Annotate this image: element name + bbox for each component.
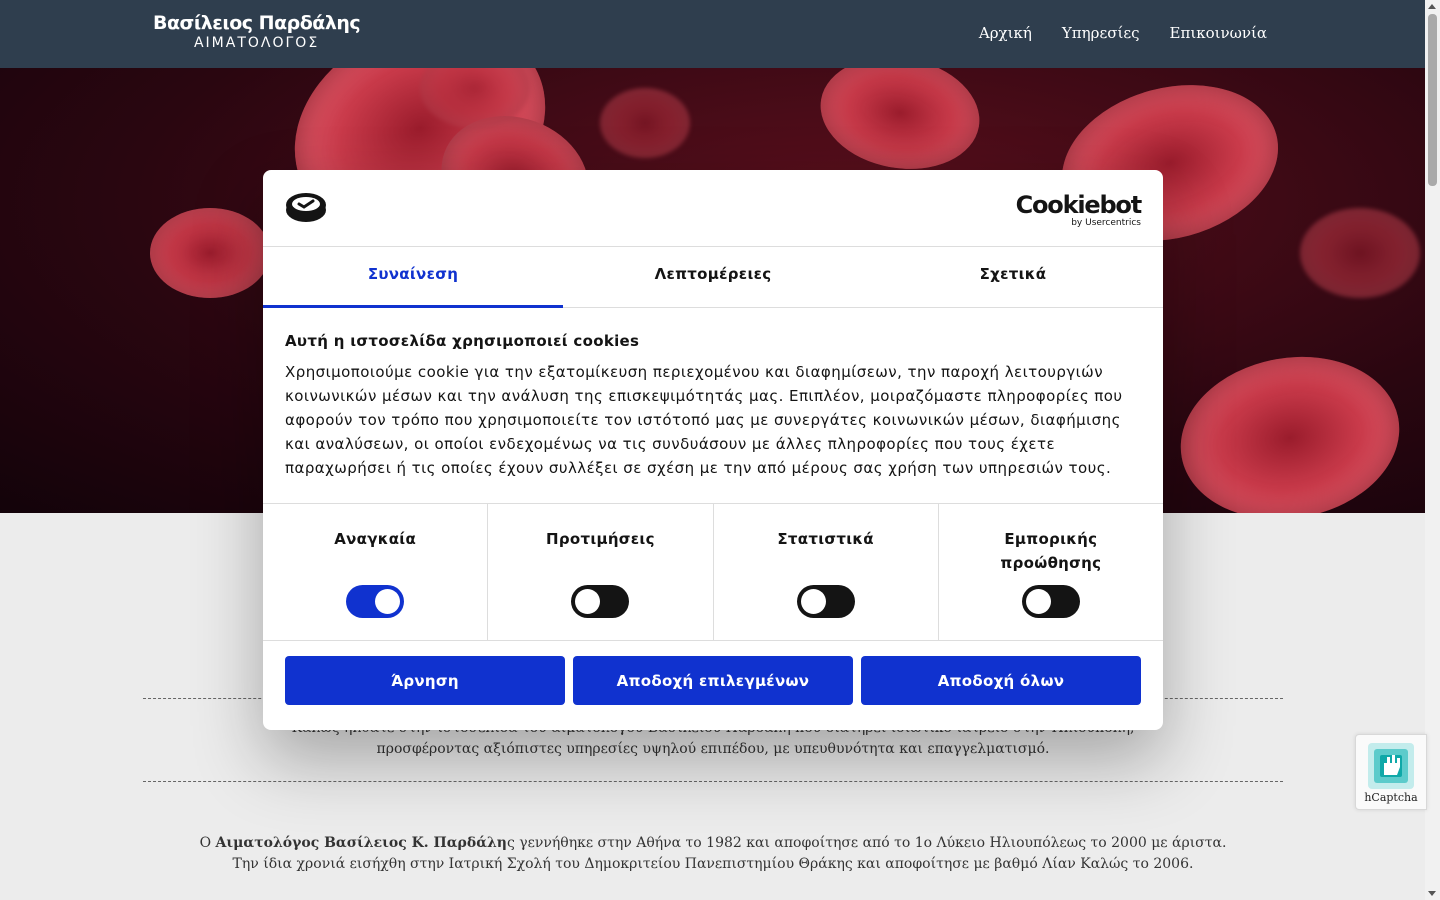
- nav-item-contact[interactable]: Επικοινωνία: [1169, 24, 1267, 42]
- bio-doctor-name: Αιματολόγος Βασίλειος Κ. Παρδάλη: [215, 835, 507, 851]
- welcome-line-2: προσφέροντας αξιόπιστες υπηρεσίες υψηλού επιπέδου, με υπευθυνότητα και επαγγελματισμό.: [376, 741, 1050, 757]
- blood-cell-graphic: [1168, 340, 1412, 513]
- consent-label: Προτιμήσεις: [545, 530, 655, 548]
- tab-about[interactable]: Σχετικά: [979, 265, 1047, 283]
- toggle-knob: [1026, 589, 1051, 614]
- nav-item-home[interactable]: Αρχική: [978, 24, 1032, 42]
- blood-cell-graphic: [812, 68, 989, 181]
- consent-categories: [263, 504, 1163, 641]
- toggle-knob: [801, 589, 826, 614]
- scroll-down-arrow-icon[interactable]: [1428, 891, 1436, 896]
- cookiebot-logo[interactable]: [1016, 192, 1141, 228]
- dialog-header: [263, 170, 1163, 247]
- brand-logo[interactable]: [153, 11, 360, 51]
- bio-prefix: Ο: [199, 835, 216, 851]
- cookie-logo-icon: [285, 192, 327, 224]
- bio-text: [143, 833, 1283, 875]
- preferences-toggle[interactable]: [571, 585, 629, 618]
- cookiebot-byline: by Usercentrics: [1071, 218, 1141, 228]
- toggle-knob: [575, 589, 600, 614]
- bio-line-1: [143, 833, 1283, 854]
- site-header: [0, 0, 1425, 68]
- deny-button[interactable]: Άρνηση: [285, 656, 565, 705]
- brand-name: Βασίλειος Παρδάλης: [153, 12, 361, 34]
- consent-preferences: [488, 504, 713, 640]
- bio-line-2: Την ίδια χρονιά εισήχθη στην Ιατρική Σχολή του Δημοκριτείου Πανεπιστημίου Θράκης και αποφοίτησε με βαθμό Λίαν Καλώς το 2006.: [232, 856, 1194, 872]
- dialog-tabs: [263, 247, 1163, 308]
- blood-cell-graphic: [150, 208, 270, 298]
- dialog-body: [263, 308, 1163, 504]
- cookiebot-wordmark: Cookiebot: [1015, 191, 1141, 219]
- scroll-up-arrow-icon[interactable]: [1428, 4, 1436, 9]
- bio-line-1-rest: ς γεννήθηκε στην Αθήνα το 1982 και αποφοίτησε από το 1ο Λύκειο Ηλιουπόλεως το 2000 με άριστα.: [506, 835, 1227, 851]
- marketing-toggle[interactable]: [1022, 585, 1080, 618]
- blood-cell-graphic: [1300, 208, 1420, 298]
- dialog-title: Αυτή η ιστοσελίδα χρησιμοποιεί cookies: [285, 332, 640, 350]
- toggle-knob: [375, 589, 400, 614]
- necessary-toggle[interactable]: [346, 585, 404, 618]
- brand-subtitle: ΑΙΜΑΤΟΛΟΓΟΣ: [193, 35, 320, 51]
- scroll-thumb[interactable]: [1428, 14, 1437, 186]
- hcaptcha-logo-icon: [1366, 741, 1416, 791]
- nav-item-services[interactable]: Υπηρεσίες: [1061, 24, 1140, 42]
- accept-selected-button[interactable]: Αποδοχή επιλεγμένων: [573, 656, 853, 705]
- dialog-buttons: [263, 641, 1163, 705]
- consent-statistics: [714, 504, 939, 640]
- consent-label: Αναγκαία: [334, 530, 417, 548]
- blood-cell-graphic: [600, 88, 690, 158]
- consent-marketing: [939, 504, 1163, 640]
- consent-label: Εμπορικής προώθησης: [1000, 530, 1102, 572]
- dialog-description: Χρησιμοποιούμε cookie για την εξατομίκευση περιεχομένου και διαφημίσεων, την παροχή λειτουργιών κοινωνικών μέσων και την ανάλυση της επισκεψιμότητάς μας. Επιπλέον, μοιραζόμαστε πληροφορίες που αφορούν τον τρόπο που χρησιμοποιείτε τον ιστότοπό μας με συνεργάτες κοινωνικών μέσων, διαφήμισης και αναλύσεων, οι οποίοι ενδεχομένως να τις συνδυάσουν με άλλες πληροφορίες που τους έχετε παραχωρήσει ή τις οποίες έχουν συλλέξει σε σχέση με την από μέρους σας χρήση των υπηρεσιών τους.: [285, 363, 1123, 477]
- main-nav: [979, 24, 1267, 42]
- consent-necessary: [263, 504, 488, 640]
- hcaptcha-badge[interactable]: [1355, 734, 1427, 810]
- page-scrollbar[interactable]: [1425, 0, 1440, 900]
- hcaptcha-label: hCaptcha: [1364, 791, 1418, 804]
- divider: [143, 781, 1283, 782]
- tab-consent[interactable]: Συναίνεση: [263, 247, 563, 307]
- cookie-consent-dialog: [263, 170, 1163, 730]
- tab-details[interactable]: Λεπτομέρειες: [654, 265, 772, 283]
- accept-all-button[interactable]: Αποδοχή όλων: [861, 656, 1141, 705]
- consent-label: Στατιστικά: [777, 530, 874, 548]
- statistics-toggle[interactable]: [797, 585, 855, 618]
